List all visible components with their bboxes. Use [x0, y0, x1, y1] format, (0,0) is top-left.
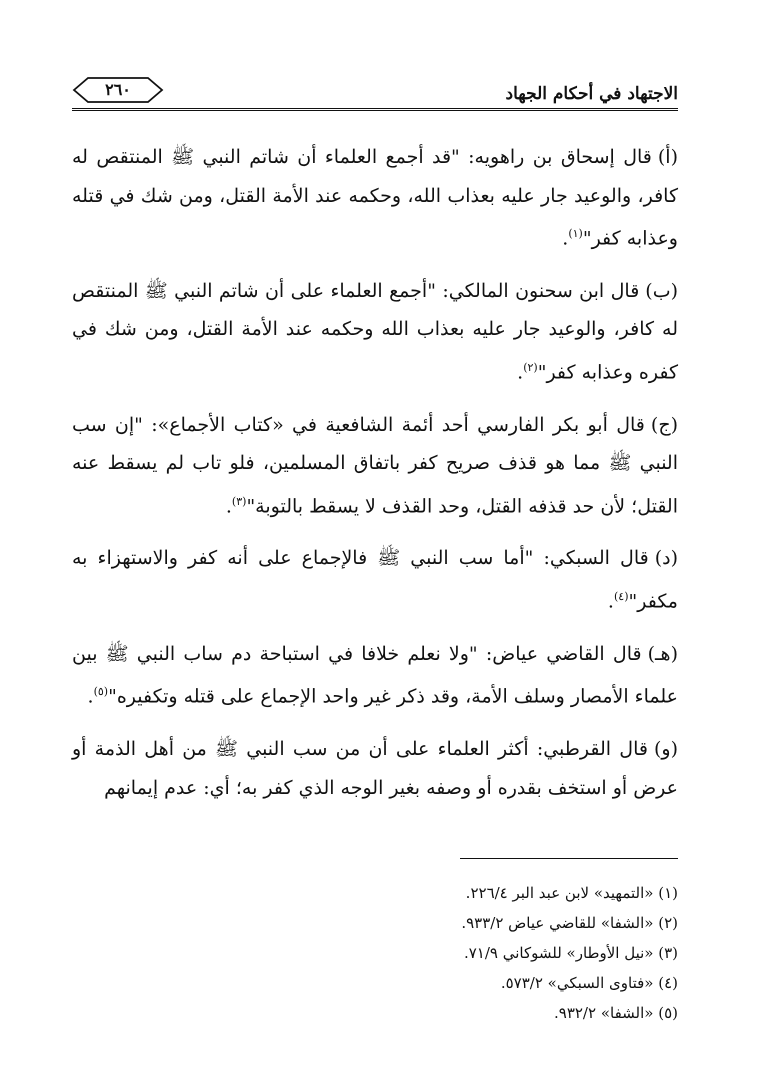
paragraph-e: (هـ)قال القاضي عياض: "ولا نعلم خلافا في استباحة دم ساب النبي ﷺ بين علماء الأمصار وسلف الأمة، وقد ذكر غير واحد الإجماع على قتله وتكفيره"$^{(٥)}$. — [72, 642, 678, 708]
paragraph-text: قال السبكي: "أما سب النبي ﷺ فالإجماع على أنه كفر والاستهزاء به مكفر" — [72, 547, 678, 613]
paragraph-b: (ب)قال ابن سحنون المالكي: "أجمع العلماء على أن شاتم النبي ﷺ المنتقص له كافر، والوعيد جار عليه بعذاب الله وحكمه عند الأمة القتل، ومن شك في كفره وعذابه كفر"$^{(٢)}$. — [72, 279, 678, 384]
paragraph-text: قال ابن سحنون المالكي: "أجمع العلماء على أن شاتم النبي ﷺ المنتقص له كافر، والوعيد جار عليه بعذاب الله وحكمه عند الأمة القتل، ومن شك في كفره وعذابه كفر" — [72, 279, 678, 384]
paragraph-label: (و) — [653, 738, 678, 761]
footnote-item: (٤) «فتاوى السبكي» ٥٧٣/٢. — [500, 974, 678, 992]
paragraph-label: (ب) — [645, 279, 678, 302]
footnotes — [118, 878, 678, 1028]
page-number-badge — [72, 76, 164, 104]
running-title: الاجتهاد في أحكام الجهاد — [505, 84, 678, 104]
main-text — [72, 138, 678, 821]
page-number: ٢٦٠ — [105, 80, 131, 99]
paragraph-d: (د)قال السبكي: "أما سب النبي ﷺ فالإجماع على أنه كفر والاستهزاء به مكفر"$^{(٤)}$. — [72, 547, 678, 613]
paragraph-label: (د) — [654, 547, 678, 570]
footnote-item: (١) «التمهيد» لابن عبد البر ٢٢٦/٤. — [465, 884, 678, 902]
paragraph-c: (ج)قال أبو بكر الفارسي أحد أئمة الشافعية في «كتاب الأجماع»: "إن سب النبي ﷺ مما هو قذف صريح كفر باتفاق المسلمين، فلو تاب لم يسقط عنه القتل؛ لأن حد قذفه القتل، وحد القذف لا يسقط بالتوبة"$^{(٣)}$. — [72, 413, 678, 517]
footnote-ref[interactable]: (٤) — [613, 589, 629, 603]
paragraph-text: قال القرطبي: أكثر العلماء على أن من سب النبي ﷺ من أهل الذمة أو عرض أو استخف بقدره أو وصفه بغير الوجه الذي كفر به؛ أي: عدم إيمانهم — [72, 738, 678, 799]
paragraph-text: قال إسحاق بن راهويه: "قد أجمع العلماء أن شاتم النبي ﷺ المنتقص له كافر، والوعيد جار عليه بعذاب الله، وحكمه عند الأمة القتل، ومن شك في قتله وعذابه كفر" — [72, 146, 678, 250]
footnote-separator — [460, 858, 678, 859]
paragraph-label: (هـ) — [647, 642, 678, 665]
footnote-ref[interactable]: (٥) — [93, 685, 109, 699]
footnote-item: (٣) «نيل الأوطار» للشوكاني ٧١/٩. — [463, 944, 678, 962]
paragraph-a: (أ)قال إسحاق بن راهويه: "قد أجمع العلماء أن شاتم النبي ﷺ المنتقص له كافر، والوعيد جار عليه بعذاب الله، وحكمه عند الأمة القتل، ومن شك في قتله وعذابه كفر"$^{(١)}$. — [72, 146, 678, 250]
footnote-ref[interactable]: (١) — [568, 227, 583, 240]
footnote-ref[interactable]: (٢) — [523, 360, 538, 374]
paragraph-text: قال أبو بكر الفارسي أحد أئمة الشافعية في «كتاب الأجماع»: "إن سب النبي ﷺ مما هو قذف صريح كفر باتفاق المسلمين، فلو تاب لم يسقط عنه القتل؛ لأن حد قذفه القتل، وحد القذف لا يسقط بالتوبة" — [72, 413, 678, 517]
footnote-item: (٥) «الشفا» ٩٣٢/٢. — [553, 1004, 678, 1022]
paragraph-f — [72, 730, 678, 807]
page-header — [72, 72, 678, 112]
paragraph-label: (أ) — [657, 146, 678, 168]
paragraph-text: قال القاضي عياض: "ولا نعلم خلافا في استباحة دم ساب النبي ﷺ بين علماء الأمصار وسلف الأمة، وقد ذكر غير واحد الإجماع على قتله وتكفيره" — [72, 642, 678, 708]
paragraph-label: (ج) — [650, 413, 678, 436]
header-rule — [72, 108, 678, 111]
footnote-item: (٢) «الشفا» للقاضي عياض ٩٣٣/٢. — [461, 914, 678, 932]
footnote-ref[interactable]: (٣) — [231, 494, 247, 508]
